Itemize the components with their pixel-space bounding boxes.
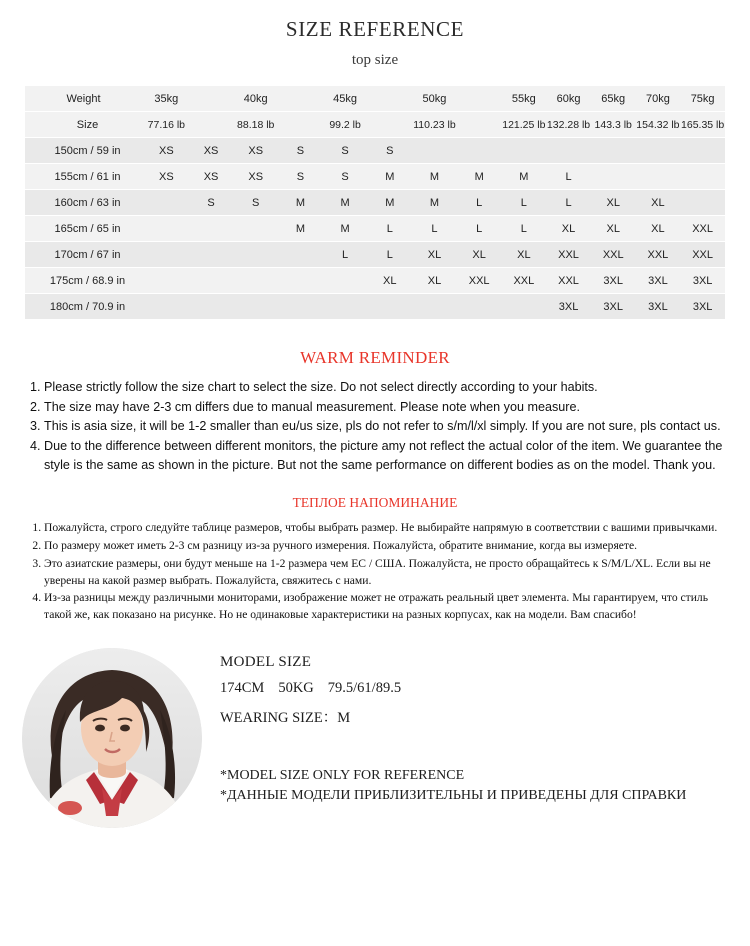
row-height-6: 180cm / 70.9 in [25,294,144,320]
weight-col-3b-spacer [457,112,502,138]
cell-4-6: L [367,242,412,268]
cell-1-8: M [457,164,502,190]
cell-6-4 [278,294,323,320]
cell-0-3: XS [233,138,278,164]
weight-col-1b-spacer [278,112,323,138]
list-item: 2. The size may have 2-3 cm differs due to manual measurement. Please note when you measure. [44,398,728,417]
cell-0-13 [680,138,725,164]
warm-reminder-list [22,378,728,474]
table-row [25,242,725,268]
cell-5-3 [233,268,278,294]
cell-4-5: L [323,242,368,268]
cell-1-13 [680,164,725,190]
cell-3-9: L [502,216,547,242]
weight-col-1-lb: 88.18 lb [233,112,278,138]
weight-col-4-spacer [457,86,502,112]
size-table [25,86,725,320]
model-wearing-size [220,706,730,727]
warm-reminder-title: WARM REMINDER [300,348,450,367]
cell-5-7: XL [412,268,457,294]
row-height-2: 160cm / 63 in [25,190,144,216]
model-size-title: MODEL SIZE [220,653,312,670]
cell-4-9: XL [502,242,547,268]
weight-col-7-lb: 154.32 lb [636,112,681,138]
weight-col-6-lb: 143.3 lb [591,112,636,138]
cell-6-6 [367,294,412,320]
cell-4-10: XXL [546,242,591,268]
weight-col-5-lb: 132.28 lb [546,112,591,138]
table-row [25,190,725,216]
cell-2-12: XL [636,190,681,216]
weight-col-3-kg: 50kg [412,86,457,112]
cell-1-12 [636,164,681,190]
cell-1-2: XS [189,164,234,190]
table-row [25,216,725,242]
cell-1-4: S [278,164,323,190]
warm-reminder-list-ru [22,520,728,624]
cell-6-12: 3XL [636,294,681,320]
cell-3-7: L [412,216,457,242]
weight-col-2-kg: 45kg [323,86,368,112]
cell-6-1 [144,294,189,320]
row-height-1: 155cm / 61 in [25,164,144,190]
cell-2-9: L [502,190,547,216]
row-height-3: 165cm / 65 in [25,216,144,242]
page-title: SIZE REFERENCE [285,17,465,41]
cell-6-10: 3XL [546,294,591,320]
cell-2-6: M [367,190,412,216]
row-height-0: 150cm / 59 in [25,138,144,164]
weight-col-4-kg: 55kg [502,86,547,112]
cell-1-1: XS [144,164,189,190]
cell-0-4: S [278,138,323,164]
cell-2-1 [144,190,189,216]
cell-1-10: L [546,164,591,190]
table-row [25,138,725,164]
cell-3-3 [233,216,278,242]
cell-2-8: L [457,190,502,216]
cell-5-1 [144,268,189,294]
model-weight: 50KG [278,679,314,696]
cell-3-4: M [278,216,323,242]
cell-5-8: XXL [457,268,502,294]
cell-6-2 [189,294,234,320]
list-item: 3. This is asia size, it will be 1-2 smaller than eu/us size, pls do not refer to s/m/l/xl simply. If you are not sure, pls contact us. [44,417,728,436]
cell-6-5 [323,294,368,320]
cell-1-5: S [323,164,368,190]
cell-5-12: 3XL [636,268,681,294]
weight-col-3-spacer [367,86,412,112]
cell-5-4 [278,268,323,294]
page-subtitle: top size [351,52,399,68]
weight-col-4-lb: 121.25 lb [502,112,547,138]
weight-col-6-kg: 65kg [591,86,636,112]
cell-5-13: 3XL [680,268,725,294]
cell-4-7: XL [412,242,457,268]
cell-6-13: 3XL [680,294,725,320]
cell-3-2 [189,216,234,242]
cell-0-1: XS [144,138,189,164]
list-item: 1. Please strictly follow the size chart to select the size. Do not select directly according to your habits. [44,378,728,397]
weight-col-2-lb: 99.2 lb [323,112,368,138]
list-item: 4. Due to the difference between different monitors, the picture amy not reflect the actual color of the item. We guarantee the style is the same as shown in the picture. But not the same performance on different bodies as on the model. Thank you. [44,437,728,474]
cell-1-3: XS [233,164,278,190]
cell-2-13 [680,190,725,216]
cell-6-3 [233,294,278,320]
cell-2-11: XL [591,190,636,216]
cell-1-7: M [412,164,457,190]
weight-col-1-kg: 40kg [233,86,278,112]
weight-col-2-spacer [278,86,323,112]
cell-0-8 [457,138,502,164]
weight-col-3-lb: 110.23 lb [412,112,457,138]
size-reference-page [0,17,750,946]
model-footnote-en: *MODEL SIZE ONLY FOR REFERENCE [220,767,465,783]
cell-2-7: M [412,190,457,216]
model-footnote [220,766,735,807]
model-section [0,648,750,848]
cell-0-2: XS [189,138,234,164]
wearing-size-label: WEARING SIZE： [220,709,338,726]
cell-2-2: S [189,190,234,216]
weight-col-8-lb: 165.35 lb [680,112,725,138]
weight-col-0-kg: 35kg [144,86,189,112]
cell-5-9: XXL [502,268,547,294]
table-header-lb [25,112,725,138]
cell-6-7 [412,294,457,320]
weight-col-5-kg: 60kg [546,86,591,112]
weight-col-0b-spacer [189,112,234,138]
weight-col-0-lb: 77.16 lb [144,112,189,138]
cell-2-3: S [233,190,278,216]
model-height: 174CM [220,679,265,696]
list-item: 4. Из-за разницы между различными мониторами, изображение может не отражать реальный цвет элемента. Мы гарантируем, что стиль такой же, как показано на рисунке. Но не одинаковые характеристики на разных корпусах, как на модели. Вам спасибо! [44,590,728,624]
cell-2-10: L [546,190,591,216]
cell-0-12 [636,138,681,164]
cell-3-10: XL [546,216,591,242]
weight-header: Weight [25,86,144,112]
model-footnote-ru: *ДАННЫЕ МОДЕЛИ ПРИБЛИЗИТЕЛЬНЫ И ПРИВЕДЕНЫ ДЛЯ СПРАВКИ [220,788,687,804]
list-item: 1. Пожалуйста, строго следуйте таблице размеров, чтобы выбрать размер. Не выбирайте напрямую в соответствии с вашими привычками. [44,520,728,537]
table-row [25,294,725,320]
cell-3-11: XL [591,216,636,242]
row-height-4: 170cm / 67 in [25,242,144,268]
cell-6-8 [457,294,502,320]
cell-3-6: L [367,216,412,242]
cell-0-6: S [367,138,412,164]
model-body-measurements: 79.5/61/89.5 [327,679,402,696]
cell-3-12: XL [636,216,681,242]
cell-1-11 [591,164,636,190]
cell-4-8: XL [457,242,502,268]
wearing-size-value: M [337,709,351,726]
cell-5-6: XL [367,268,412,294]
cell-5-10: XXL [546,268,591,294]
cell-6-11: 3XL [591,294,636,320]
cell-6-9 [502,294,547,320]
list-item: 3. Это азиатские размеры, они будут меньше на 1-2 размера чем ЕС / США. Пожалуйста, не просто обращайтесь к S/M/L/XL. Если вы не уверены на какой размер выбрать. Пожалуйста, свяжитесь с нами. [44,556,728,590]
cell-2-4: M [278,190,323,216]
model-photo [22,648,202,828]
weight-col-1-spacer [189,86,234,112]
cell-5-5 [323,268,368,294]
list-item: 2. По размеру может иметь 2-3 см разницу из-за ручного измерения. Пожалуйста, обратите внимание, когда вы измеряете. [44,538,728,555]
cell-4-13: XXL [680,242,725,268]
size-corner-label: Size [25,112,144,138]
cell-1-9: M [502,164,547,190]
cell-3-8: L [457,216,502,242]
cell-3-5: M [323,216,368,242]
cell-3-13: XXL [680,216,725,242]
model-measurements [220,680,730,697]
weight-col-2b-spacer [367,112,412,138]
cell-5-2 [189,268,234,294]
cell-0-7 [412,138,457,164]
size-chart [25,86,725,320]
cell-3-1 [144,216,189,242]
table-row [25,164,725,190]
cell-0-10 [546,138,591,164]
row-height-5: 175cm / 68.9 in [25,268,144,294]
cell-0-9 [502,138,547,164]
cell-4-2 [189,242,234,268]
cell-4-3 [233,242,278,268]
cell-4-11: XXL [591,242,636,268]
model-details [220,654,730,727]
table-header-kg [25,86,725,112]
cell-4-1 [144,242,189,268]
weight-col-7-kg: 70kg [636,86,681,112]
cell-0-5: S [323,138,368,164]
cell-4-4 [278,242,323,268]
cell-0-11 [591,138,636,164]
table-row [25,268,725,294]
cell-4-12: XXL [636,242,681,268]
warm-reminder-title-ru: ТЕПЛОЕ НАПОМИНАНИЕ [292,495,458,511]
cell-2-5: M [323,190,368,216]
weight-col-8-kg: 75kg [680,86,725,112]
cell-5-11: 3XL [591,268,636,294]
cell-1-6: M [367,164,412,190]
